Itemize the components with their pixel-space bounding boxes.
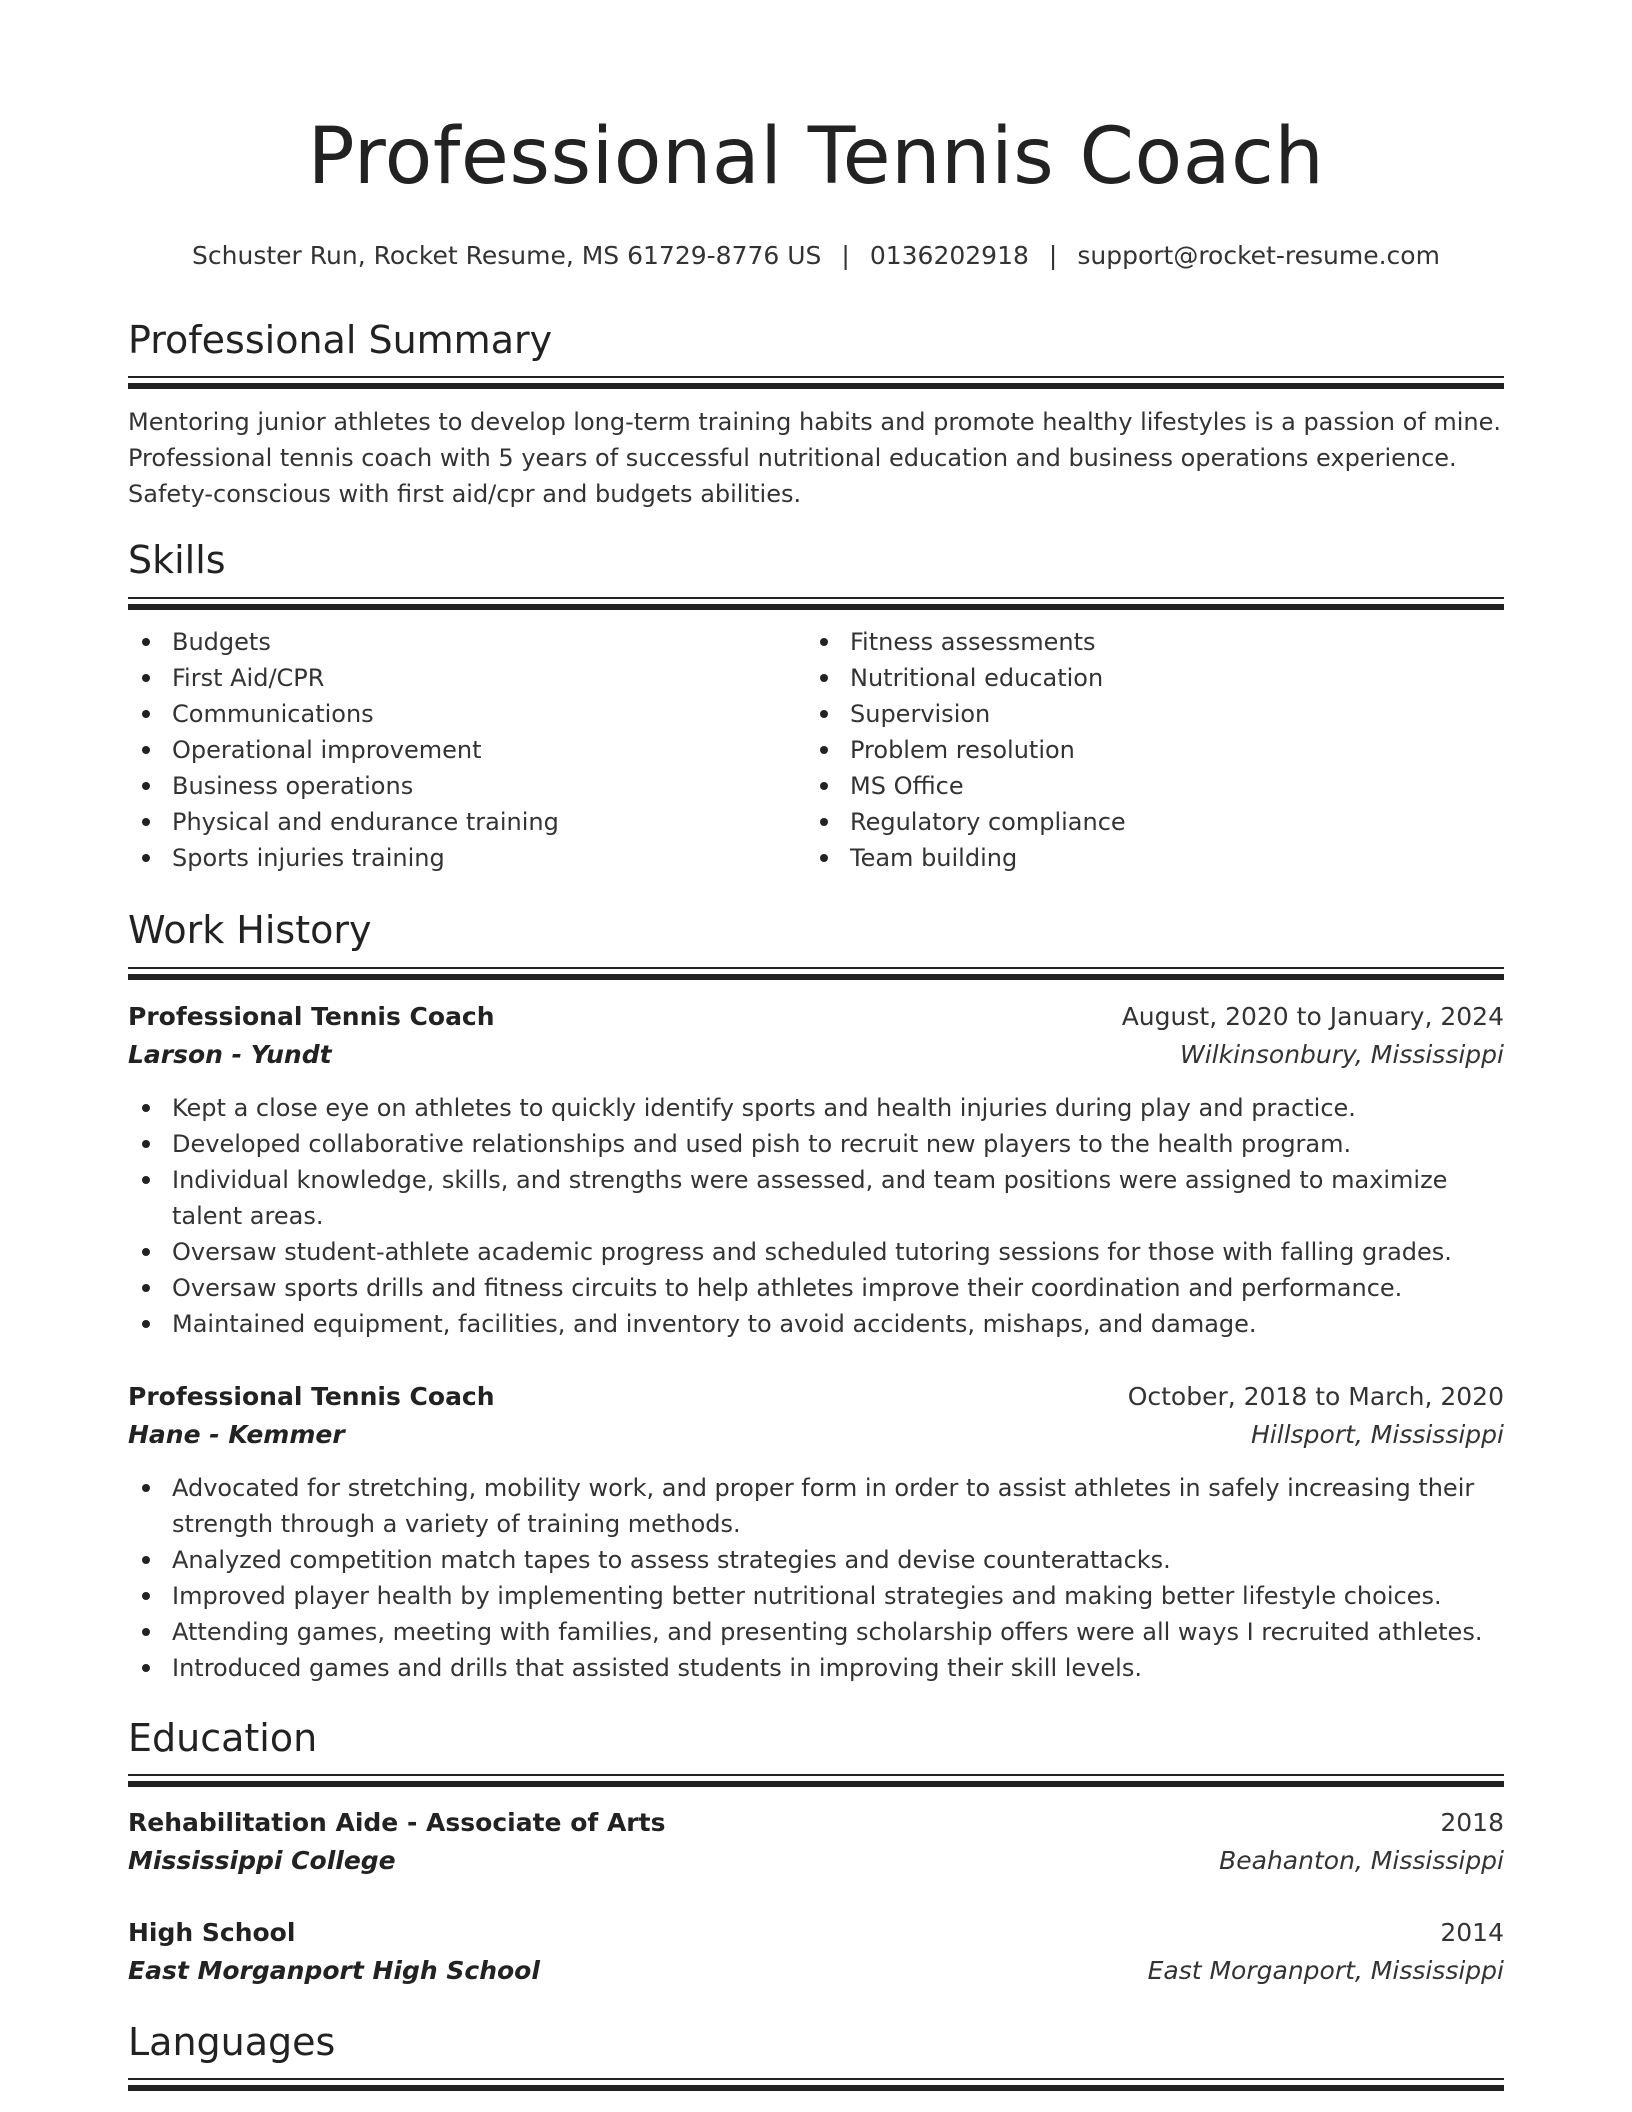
job-bullet: Individual knowledge, skills, and strengths were assessed, and team positions were assigned to maximize talent areas. [128, 1162, 1504, 1234]
section-rule [128, 376, 1504, 378]
job-bullet: Introduced games and drills that assisted students in improving their skill levels. [128, 1650, 1504, 1686]
job-dates: October, 2018 to March, 2020 [1127, 1382, 1504, 1411]
work-section [128, 908, 1504, 954]
languages-heading: Languages [128, 2020, 336, 2064]
skills-heading: Skills [128, 538, 226, 582]
job-bullet: Analyzed competition match tapes to assess strategies and devise counterattacks. [128, 1542, 1504, 1578]
contact-separator: | [841, 241, 850, 270]
skills-section [128, 538, 1504, 584]
section-rule [128, 974, 1504, 980]
skill-item: Physical and endurance training [128, 804, 808, 840]
work-heading: Work History [128, 908, 372, 952]
contact-phone: 0136202918 [869, 241, 1029, 270]
section-rule [128, 2078, 1504, 2080]
education-entry [128, 1804, 1504, 1880]
summary-section [128, 318, 1504, 364]
job-title: Professional Tennis Coach [128, 1382, 495, 1411]
summary-text: Mentoring junior athletes to develop long-term training habits and promote healthy lifestyles is a passion of mine. Professional tennis coach with 5 years of successful nutritional education and business operations experience. Safety-conscious with first aid/cpr and budgets abilities. [128, 408, 1501, 508]
education-location: East Morganport, Mississippi [1147, 1956, 1504, 1985]
section-rule [128, 604, 1504, 610]
job-company: Larson - Yundt [128, 1040, 332, 1069]
contact-line [128, 240, 1504, 273]
job-title: Professional Tennis Coach [128, 1002, 495, 1031]
skill-item: Regulatory compliance [806, 804, 1486, 840]
job-bullet: Oversaw sports drills and fitness circuits to help athletes improve their coordination and performance. [128, 1270, 1504, 1306]
education-degree: Rehabilitation Aide - Associate of Arts [128, 1808, 666, 1837]
job-company: Hane - Kemmer [128, 1420, 345, 1449]
section-rule [128, 967, 1504, 969]
education-section [128, 1716, 1504, 1762]
job-bullets [128, 1470, 1504, 1686]
contact-separator: | [1048, 241, 1058, 270]
contact-email[interactable]: support@rocket-resume.com [1077, 241, 1440, 270]
skill-item: Team building [806, 840, 1486, 876]
skill-item: MS Office [806, 768, 1486, 804]
contact-address: Schuster Run, Rocket Resume, MS 61729-8776 US [192, 241, 822, 270]
section-rule [128, 597, 1504, 599]
skills-left-column [128, 624, 808, 876]
skill-item: Problem resolution [806, 732, 1486, 768]
skill-item: Operational improvement [128, 732, 808, 768]
skill-item: Budgets [128, 624, 808, 660]
education-school: Mississippi College [128, 1846, 396, 1875]
education-entry [128, 1914, 1504, 1990]
languages-section [128, 2020, 1504, 2066]
section-rule [128, 1774, 1504, 1776]
job-bullet: Advocated for stretching, mobility work, and proper form in order to assist athletes in safely increasing their strength through a variety of training methods. [128, 1470, 1504, 1542]
skills-list [128, 624, 1504, 884]
job-bullet: Developed collaborative relationships and used pish to recruit new players to the health program. [128, 1126, 1504, 1162]
education-heading: Education [128, 1716, 318, 1760]
skill-item: Supervision [806, 696, 1486, 732]
job-dates: August, 2020 to January, 2024 [1121, 1002, 1504, 1031]
skill-item: Fitness assessments [806, 624, 1486, 660]
resume-name: Professional Tennis Coach [307, 112, 1325, 202]
job-entry [128, 1378, 1504, 1686]
education-school: East Morganport High School [128, 1956, 540, 1985]
section-rule [128, 383, 1504, 389]
section-rule [128, 1781, 1504, 1787]
skill-item: Business operations [128, 768, 808, 804]
job-bullets [128, 1090, 1504, 1342]
job-bullet: Maintained equipment, facilities, and inventory to avoid accidents, mishaps, and damage. [128, 1306, 1504, 1342]
skill-item: Nutritional education [806, 660, 1486, 696]
education-degree: High School [128, 1918, 296, 1947]
job-bullet: Improved player health by implementing better nutritional strategies and making better lifestyle choices. [128, 1578, 1504, 1614]
summary-heading: Professional Summary [128, 318, 553, 362]
job-bullet: Attending games, meeting with families, and presenting scholarship offers were all ways I recruited athletes. [128, 1614, 1504, 1650]
education-location: Beahanton, Mississippi [1219, 1846, 1504, 1875]
job-bullet: Oversaw student-athlete academic progress and scheduled tutoring sessions for those with falling grades. [128, 1234, 1504, 1270]
job-bullet: Kept a close eye on athletes to quickly identify sports and health injuries during play and practice. [128, 1090, 1504, 1126]
education-year: 2014 [1440, 1918, 1504, 1947]
skill-item: First Aid/CPR [128, 660, 808, 696]
skill-item: Communications [128, 696, 808, 732]
summary-body [128, 404, 1504, 512]
skill-item: Sports injuries training [128, 840, 808, 876]
education-year: 2018 [1440, 1808, 1504, 1837]
skills-right-column [806, 624, 1486, 876]
job-location: Wilkinsonbury, Mississippi [1180, 1040, 1504, 1069]
job-location: Hillsport, Mississippi [1251, 1420, 1504, 1449]
job-entry [128, 998, 1504, 1342]
section-rule [128, 2085, 1504, 2091]
